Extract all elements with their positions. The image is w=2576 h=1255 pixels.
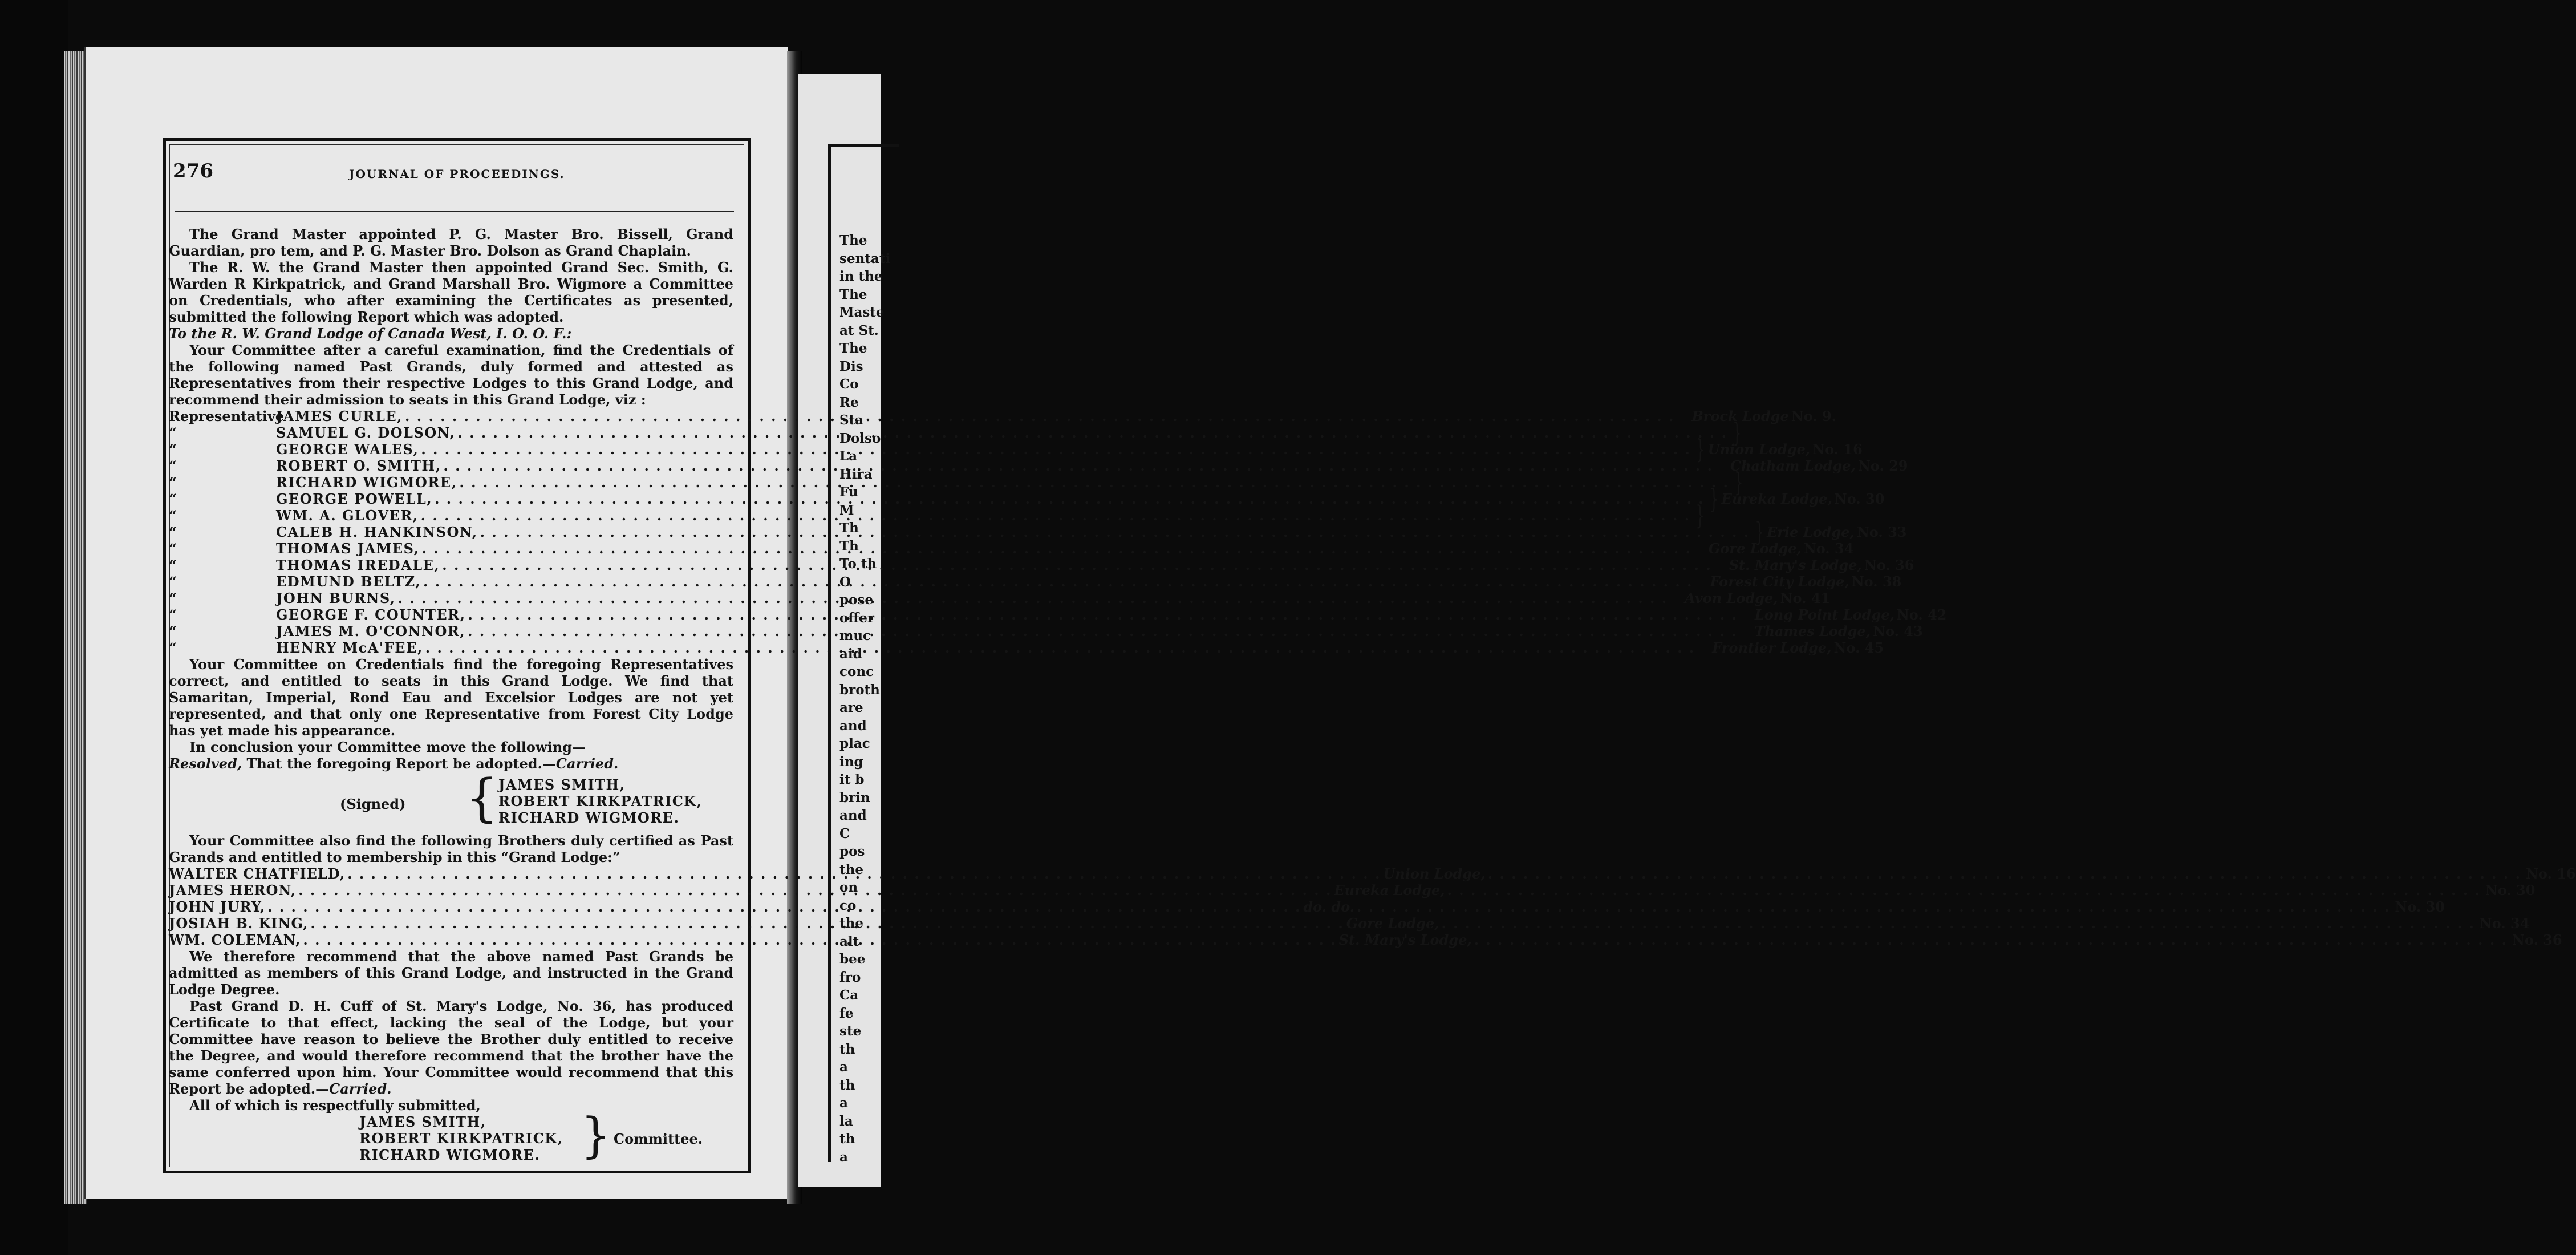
past-grand-lodge: Eureka Lodge, <box>1334 882 1445 898</box>
representative-name: GEORGE F. COUNTER, <box>276 606 466 623</box>
signed-label: (Signed) <box>340 796 406 812</box>
committee-brace: } <box>581 1107 611 1163</box>
representative-name: HENRY McA'FEE, <box>276 639 423 656</box>
next-page-fragment: a <box>839 1095 848 1111</box>
representative-name: CALEB H. HANKINSON, <box>276 524 478 540</box>
representative-name: RICHARD WIGMORE, <box>276 474 457 491</box>
next-page-fragment: co <box>839 897 857 913</box>
representative-lodge-number: No. 42 <box>1896 606 1947 623</box>
leader-dots <box>347 861 1381 882</box>
scan-left-background <box>0 0 68 1255</box>
next-page-fragment: Hira <box>839 466 873 482</box>
signature-block <box>169 768 733 831</box>
leader-dots <box>459 474 1729 491</box>
representative-lodge: Frontier Lodge, <box>1712 639 1832 656</box>
next-page-fragment: Fu <box>839 484 858 500</box>
signatory-name: ROBERT KIRKPATRICK, <box>498 793 703 809</box>
representative-lodge-number: No. 9. <box>1791 408 1837 424</box>
next-page-fragment: Dis <box>839 358 863 374</box>
past-grand-name: WALTER CHATFIELD, <box>169 865 346 882</box>
past-grand-row <box>169 882 2536 898</box>
salutation: To the R. W. Grand Lodge of Canada West, I. O. O. F.: <box>169 325 572 342</box>
leader-dots <box>435 491 1704 507</box>
next-page-fragment: fe <box>839 1005 854 1021</box>
past-grand-number: No. 36 <box>2512 932 2562 948</box>
representative-lodge: Eureka Lodge, <box>1721 491 1832 507</box>
carried-word: Carried. <box>555 755 619 772</box>
committee-member-name: JAMES SMITH, <box>359 1114 486 1130</box>
committee-signature <box>169 1107 733 1165</box>
leader-dots <box>421 441 1690 458</box>
representative-name: JAMES CURLE, <box>276 408 403 424</box>
past-grand-number: No. 30 <box>2485 882 2536 898</box>
next-page-fragment: M <box>839 502 854 518</box>
past-grand-name: JAMES HERON, <box>169 882 297 898</box>
next-page-fragment: th <box>839 1041 855 1057</box>
representative-name: THOMAS IREDALE, <box>276 557 440 573</box>
next-page-fragment: on <box>839 880 858 895</box>
past-grand-name: WM. COLEMAN, <box>169 932 301 948</box>
representative-lodge: St. Mary's Lodge, <box>1729 557 1862 573</box>
signatory-name: JAMES SMITH, <box>498 776 626 793</box>
representative-lodge-number: No. 34 <box>1803 540 1854 557</box>
representative-lodge-number: No. 33 <box>1856 524 1907 540</box>
representative-lodge-number: No. 38 <box>1851 573 1902 590</box>
paragraph-appointments: The Grand Master appointed P. G. Master Bro. Bissell, Grand Guardian, pro tem, and P. G. Master Bro. Dolson as Grand Chaplain. <box>169 226 733 259</box>
representative-prefix: Representative <box>169 408 285 424</box>
representative-name: JOHN BURNS, <box>276 590 396 606</box>
past-grand-number: No. 30 <box>2395 898 2445 915</box>
representative-lodge: Erie Lodge, <box>1767 524 1855 540</box>
past-grand-lodge: Gore Lodge, <box>1346 915 1439 932</box>
signature-brace: { <box>465 768 498 828</box>
next-page-fragment: it b <box>839 772 865 787</box>
leader-dots <box>468 623 1737 639</box>
next-page-fragment: the <box>839 916 863 931</box>
leader-dots <box>421 507 1690 524</box>
representative-lodge: Long Point Lodge, <box>1754 606 1895 623</box>
grouping-brace: } <box>1755 516 1764 548</box>
grouping-brace: } <box>1695 500 1705 531</box>
leader-dots <box>1488 865 2521 882</box>
grouping-brace: } <box>1734 467 1743 498</box>
leader-dots <box>423 573 1693 590</box>
representative-lodge-number: No. 29 <box>1857 458 1908 474</box>
next-page-fragment: ste <box>839 1023 862 1039</box>
representative-lodge-number: No. 16 <box>1812 441 1863 458</box>
representative-lodge-number: No. 43 <box>1873 623 1923 639</box>
leader-dots <box>1447 882 2481 898</box>
next-page-fragment: Co <box>839 376 859 392</box>
representative-name: JAMES M. O'CONNOR, <box>276 623 466 639</box>
cuff-text: Past Grand D. H. Cuff of St. Mary's Lodge, No. 36, has produced Certificate to that effect, lacking the seal of the Lodge, but your Committee have reason to believe the Brother duly entitled to receive the Degree, and would therefore recommend that the brother have the same conferred upon him. Your Committee would recommend that this Report be adopted.— <box>169 998 733 1097</box>
representative-prefix: “ <box>169 507 177 524</box>
representative-prefix: “ <box>169 540 177 557</box>
next-page-fragment: pos <box>839 844 865 859</box>
committee-names <box>359 1114 563 1163</box>
committee-member-name: ROBERT KIRKPATRICK, <box>359 1130 563 1147</box>
leader-dots <box>398 590 1668 606</box>
past-grand-name: JOSIAH B. KING, <box>169 915 309 932</box>
page-edges <box>64 51 87 1204</box>
paragraph-conclusion: In conclusion your Committee move the following— <box>189 739 586 755</box>
paragraph-past-grands: Your Committee also find the following Brothers duly certified as Past Grands and entitled to membership in this “Grand Lodge:” <box>169 832 733 865</box>
next-page-fragment: Sta <box>839 412 864 428</box>
next-page-fragment: C <box>839 825 850 841</box>
past-grand-name: JOHN JURY, <box>169 898 266 915</box>
representative-name: EDMUND BELTZ, <box>276 573 421 590</box>
representative-prefix: “ <box>169 441 177 458</box>
grouping-brace: } <box>1696 434 1705 465</box>
representative-lodge: Avon Lodge, <box>1685 590 1778 606</box>
next-page-fragment: the <box>839 861 863 877</box>
signatory-name: RICHARD WIGMORE. <box>498 809 680 826</box>
next-page-fragment: offer <box>839 610 874 626</box>
leader-dots <box>267 898 1301 915</box>
leader-dots <box>298 882 1332 898</box>
leader-dots <box>480 524 1750 540</box>
grouping-brace: } <box>1709 483 1719 515</box>
representative-lodge: Union Lodge, <box>1707 441 1811 458</box>
representative-prefix: “ <box>169 573 177 590</box>
next-page-fragment: Re <box>839 394 859 410</box>
paragraph-cuff-certificate <box>169 998 733 1097</box>
representative-prefix: “ <box>169 557 177 573</box>
header-rule <box>175 211 734 212</box>
next-page-fragment: plac <box>839 736 870 751</box>
representative-prefix: “ <box>169 424 177 441</box>
leader-dots <box>468 606 1737 626</box>
next-page-fragment: are <box>839 700 863 715</box>
leader-dots <box>421 540 1691 557</box>
next-page-fragment: broth <box>839 682 880 698</box>
leader-dots <box>1357 898 2390 915</box>
paragraph-credentials-findings: Your Committee on Credentials find the foregoing Representatives correct, and entitled to seats in this Grand Lodge. We find that Samaritan, Imperial, Rond Eau and Excelsior Lodges are not yet represented, and that only one Representative from Forest City Lodge has yet made his appearance. <box>169 656 733 739</box>
next-page-fragment: To th <box>839 556 877 572</box>
next-page-fragment: bee <box>839 952 866 967</box>
next-page-fragment: and <box>839 718 867 734</box>
next-page-fragment: Th <box>839 538 859 554</box>
leader-dots <box>425 639 1695 656</box>
paragraph-submitted: All of which is respectfully submitted, <box>189 1097 481 1114</box>
grouping-brace: } <box>1733 417 1742 448</box>
next-page-fragment: Ca <box>839 987 859 1003</box>
running-head: JOURNAL OF PROCEEDINGS. <box>349 167 565 181</box>
next-page-fragment: th <box>839 1077 855 1093</box>
next-page-fragment: Th <box>839 520 859 536</box>
next-page-fragment: La <box>839 448 858 464</box>
next-page-fragment: alt <box>839 933 859 949</box>
resolved-word: Resolved, <box>169 755 242 772</box>
representative-prefix: “ <box>169 458 177 474</box>
leader-dots <box>457 424 1727 441</box>
committee-member-name: RICHARD WIGMORE. <box>359 1147 541 1163</box>
leader-dots <box>1442 915 2475 932</box>
next-page-fragment: aid <box>839 646 862 662</box>
representative-prefix: “ <box>169 474 177 491</box>
next-page-fragment: brin <box>839 790 870 805</box>
representative-prefix: “ <box>169 623 177 639</box>
committee-label: Committee. <box>614 1131 703 1147</box>
next-page-fragment: muc <box>839 628 871 643</box>
next-page-fragment: la <box>839 1113 853 1129</box>
leader-dots <box>303 932 1336 948</box>
carried-word-2: Carried. <box>329 1080 392 1097</box>
page-number: 276 <box>173 160 213 183</box>
representative-name: WM. A. GLOVER, <box>276 507 419 524</box>
representative-lodge-number: No. 45 <box>1833 639 1884 656</box>
past-grand-number: No. 16 <box>2525 865 2576 882</box>
paragraph-admission: We therefore recommend that the above named Past Grands be admitted as members of this Grand Lodge, and instructed in the Grand Lodge Degree. <box>169 948 733 998</box>
representative-prefix: “ <box>169 524 177 540</box>
resolution <box>169 755 733 772</box>
resolved-text: That the foregoing Report be adopted.— <box>242 755 556 772</box>
next-page-fragment: sentati <box>839 250 891 266</box>
next-page-fragment: The <box>839 341 867 356</box>
next-page-fragment: conc <box>839 664 874 679</box>
next-page-fragment: and <box>839 808 867 823</box>
representative-prefix: “ <box>169 606 177 623</box>
next-page-fragment: in the <box>839 269 883 284</box>
past-grand-lodge: do. do. <box>1303 898 1355 915</box>
representative-name: THOMAS JAMES, <box>276 540 420 557</box>
next-page-fragment: a <box>839 1059 848 1075</box>
next-page-fragment: O <box>839 574 851 590</box>
representative-row <box>169 540 1854 557</box>
next-page-fragment: The <box>839 286 867 302</box>
leader-dots <box>443 458 1713 474</box>
representative-name: GEORGE WALES, <box>276 441 419 458</box>
next-page-fragment: pose <box>839 592 874 608</box>
next-page-fragment: ing <box>839 754 863 770</box>
representative-name: SAMUEL G. DOLSON, <box>276 424 456 441</box>
representative-lodge: Thames Lodge, <box>1754 623 1871 639</box>
representative-name: GEORGE POWELL, <box>276 491 433 507</box>
representative-prefix: “ <box>169 590 177 606</box>
representative-lodge: Chatham Lodge, <box>1730 458 1856 474</box>
next-page-fragment: th <box>839 1131 855 1147</box>
next-page-fragment: Maste <box>839 305 885 320</box>
representative-lodge: Brock Lodge <box>1691 408 1789 424</box>
leader-dots <box>311 915 1344 932</box>
leader-dots <box>442 557 1711 573</box>
paragraph-committee-appointed: The R. W. the Grand Master then appointed Grand Sec. Smith, G. Warden R Kirkpatrick, and Grand Marshall Bro. Wigmore a Committee on Credentials, who after examining the Certificates as presented, submitted the following Report which was adopted. <box>169 259 733 325</box>
representative-prefix: “ <box>169 639 177 656</box>
representative-lodge-number: No. 41 <box>1780 590 1831 606</box>
representative-lodge-number: No. 36 <box>1864 557 1914 573</box>
next-page-fragment: at St. <box>839 322 879 338</box>
representative-lodge: Gore Lodge, <box>1708 540 1802 557</box>
leader-dots <box>1474 932 2508 948</box>
past-grand-lodge: Union Lodge, <box>1383 865 1486 882</box>
paragraph-credentials-intro: Your Committee after a careful examination, find the Credentials of the following named Past Grands, duly formed and attested as Representatives from their respective Lodges to this Grand Lodge, and recommend their admission to seats in this Grand Lodge, viz : <box>169 342 733 408</box>
next-page-fragment: Dolso <box>839 430 881 446</box>
past-grand-number: No. 34 <box>2479 915 2530 932</box>
representative-prefix: “ <box>169 491 177 507</box>
representative-name: ROBERT O. SMITH, <box>276 458 441 474</box>
next-page-fragment: The <box>839 233 867 248</box>
representative-lodge-number: No. 30 <box>1834 491 1885 507</box>
next-page-fragment: fro <box>839 969 861 985</box>
leader-dots <box>405 408 1674 424</box>
representative-row <box>169 573 1902 590</box>
representative-lodge: Forest City Lodge, <box>1710 573 1849 590</box>
past-grand-lodge: St. Mary's Lodge, <box>1338 932 1472 948</box>
next-page-fragment: a <box>839 1149 848 1165</box>
signatory-names <box>498 776 703 826</box>
